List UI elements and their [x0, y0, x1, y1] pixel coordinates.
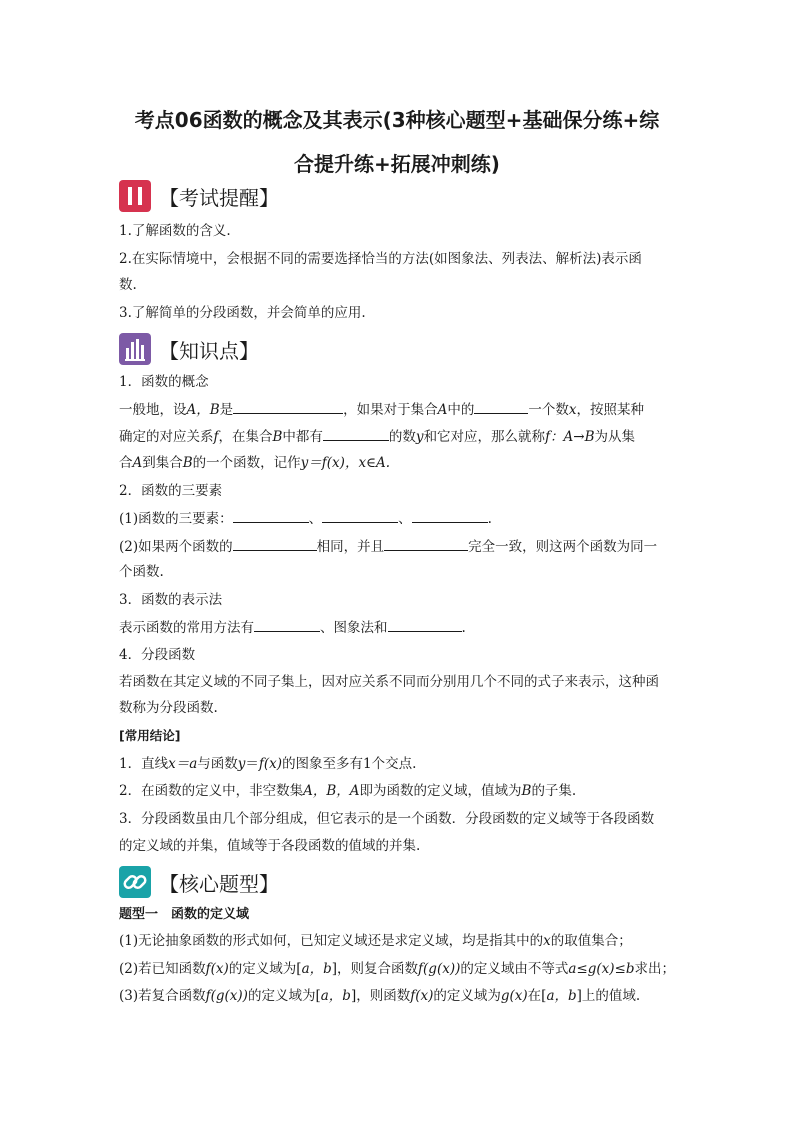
fill-blank	[233, 537, 317, 551]
knowledge-para-line: 确定的对应关系f，在集合B中都有 的数y和它对应，那么就称f：A→B为从集	[119, 429, 636, 445]
knowledge-heading-2: 2．函数的三要素	[119, 483, 223, 499]
reminder-item-1: 1.了解函数的含义.	[119, 223, 231, 239]
rule-item-1: (1)无论抽象函数的形式如何，已知定义域还是求定义域，均是指其中的x的取值集合；	[119, 933, 632, 949]
conclusion-item-3: 3．分段函数虽由几个部分组成，但它表示的是一个函数．分段函数的定义域等于各段函数	[119, 811, 655, 827]
knowledge-para-line: 一般地，设A，B是 ，如果对于集合A中的 一个数x，按照某种	[119, 402, 645, 418]
pause-bars-icon	[119, 180, 151, 212]
section-header-knowledge	[119, 333, 259, 365]
knowledge-para-line: 表示函数的常用方法有 、图象法和 .	[119, 620, 466, 636]
fill-blank	[322, 509, 398, 523]
section-title: 【考试提醒】	[159, 185, 279, 210]
reminder-item-3: 3.了解简单的分段函数，并会简单的应用.	[119, 305, 366, 321]
knowledge-heading-1: 1．函数的概念	[119, 374, 209, 390]
knowledge-para-line: 合A到集合B的一个函数，记作y＝f(x)，x∈A.	[119, 455, 391, 471]
fill-blank	[254, 618, 320, 632]
question-type-heading: 题型一 函数的定义域	[119, 907, 250, 922]
conclusions-title: [常用结论]	[119, 728, 181, 743]
bar-chart-icon	[119, 333, 151, 365]
knowledge-para-line: 数称为分段函数.	[119, 700, 218, 716]
page-title-line1: 考点06函数的概念及其表示(3种核心题型+基础保分练+综	[134, 108, 660, 132]
knowledge-para-line: 若函数在其定义域的不同子集上，因对应关系不同而分别用几个不同的式子来表示，这种函	[119, 674, 659, 690]
knowledge-para-line: (1)函数的三要素： 、 、 .	[119, 511, 492, 527]
section-header-core	[119, 866, 279, 898]
knowledge-heading-3: 3．函数的表示法	[119, 592, 223, 608]
section-header-reminder	[119, 180, 279, 212]
knowledge-para-line: (2)如果两个函数的 相同，并且 完全一致，则这两个函数为同一	[119, 539, 658, 555]
fill-blank	[384, 537, 468, 551]
page-title-line2: 合提升练+拓展冲刺练)	[294, 152, 500, 176]
section-title: 【知识点】	[159, 338, 259, 363]
rule-item-2: (2)若已知函数f(x)的定义域为[a，b]，则复合函数f(g(x))的定义域由不等式a≤g(x)≤b求出；	[119, 961, 675, 977]
reminder-item-2-cont: 数.	[119, 277, 137, 293]
reminder-item-2: 2.在实际情境中，会根据不同的需要选择恰当的方法(如图象法、列表法、解析法)表示函	[119, 251, 642, 267]
conclusion-item-3-cont: 的定义域的并集，值域等于各段函数的值域的并集.	[119, 838, 421, 854]
fill-blank	[233, 400, 343, 414]
conclusion-item-2: 2．在函数的定义中，非空数集A，B，A即为函数的定义域，值域为B的子集.	[119, 783, 577, 799]
rule-item-3: (3)若复合函数f(g(x))的定义域为[a，b]，则函数f(x)的定义域为g(x)在[a，b]上的值域.	[119, 988, 641, 1004]
fill-blank	[412, 509, 488, 523]
knowledge-heading-4: 4．分段函数	[119, 647, 196, 663]
conclusion-item-1: 1．直线x＝a与函数y＝f(x)的图象至多有1个交点.	[119, 756, 417, 772]
fill-blank	[474, 400, 528, 414]
fill-blank	[323, 427, 389, 441]
fill-blank	[388, 618, 462, 632]
knowledge-para-line: 个函数.	[119, 564, 164, 580]
fill-blank	[233, 509, 309, 523]
section-title: 【核心题型】	[159, 871, 279, 896]
link-chain-icon	[119, 866, 151, 898]
